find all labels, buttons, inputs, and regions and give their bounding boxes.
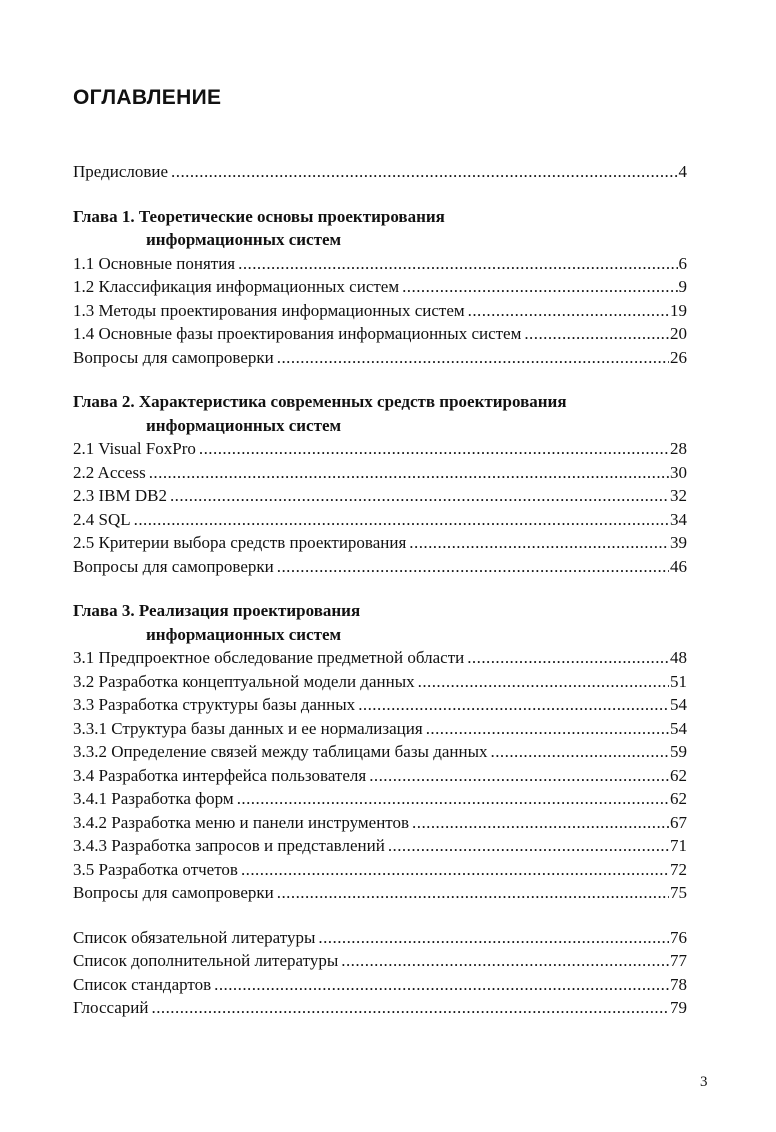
toc-entry-label: Вопросы для самопроверки xyxy=(73,556,274,576)
dot-leader xyxy=(491,740,669,764)
toc-entry-page: 54 xyxy=(670,718,687,738)
toc-entry[interactable] xyxy=(73,670,687,694)
toc-entry[interactable] xyxy=(73,787,687,811)
toc-entry[interactable] xyxy=(73,811,687,835)
toc-entry-page: 67 xyxy=(670,812,687,832)
dot-leader xyxy=(426,717,669,741)
dot-leader xyxy=(358,693,669,717)
page-number: 3 xyxy=(700,1074,708,1090)
toc-entry-label: 2.2 Access xyxy=(73,462,146,482)
toc-entry-label: 3.1 Предпроектное обследование предметной области xyxy=(73,648,465,667)
toc-entry-page: 62 xyxy=(670,789,687,808)
toc-entry-label: 2.5 Критерии выбора средств проектирования xyxy=(73,533,407,552)
toc-entry[interactable] xyxy=(73,346,687,370)
toc-entry-label: 1.4 Основные фазы проектирования информационных систем xyxy=(73,324,522,343)
toc-entry-page: 54 xyxy=(670,695,687,714)
toc-entry-label: Вопросы для самопроверки xyxy=(73,347,274,367)
chapter-2-heading[interactable] xyxy=(73,390,687,437)
toc-entry[interactable] xyxy=(73,437,687,461)
dot-leader xyxy=(341,949,669,973)
table-of-contents xyxy=(73,160,687,1020)
dot-leader xyxy=(468,299,669,323)
toc-entry-label: 3.5 Разработка отчетов xyxy=(73,859,238,879)
toc-entry[interactable] xyxy=(73,717,687,741)
chapter-1-heading[interactable] xyxy=(73,205,687,252)
toc-entry[interactable] xyxy=(73,508,687,532)
toc-entry-page: 71 xyxy=(670,836,687,855)
toc-entry-page: 51 xyxy=(670,671,687,691)
toc-entry-label: Список обязательной литературы xyxy=(73,927,316,947)
toc-entry[interactable] xyxy=(73,322,687,346)
toc-entry-label: 3.3 Разработка структуры базы данных xyxy=(73,695,356,714)
toc-entry[interactable] xyxy=(73,693,687,717)
toc-entry-label: 3.4.2 Разработка меню и панели инструментов xyxy=(73,812,410,832)
toc-entry[interactable] xyxy=(73,461,687,485)
toc-entry-page: 9 xyxy=(678,277,687,296)
toc-entry-label: Предисловие xyxy=(73,162,169,181)
chapter-heading-line1: Глава 2. Характеристика современных средств проектирования xyxy=(73,392,567,411)
toc-entry-page: 48 xyxy=(670,648,687,667)
toc-entry-label: Список стандартов xyxy=(73,974,212,994)
toc-entry-page: 26 xyxy=(670,347,687,367)
dot-leader xyxy=(369,764,669,788)
toc-entry-page: 34 xyxy=(670,509,687,529)
toc-entry[interactable] xyxy=(73,834,687,858)
toc-entry-page: 19 xyxy=(670,300,687,320)
toc-entry-back-matter[interactable] xyxy=(73,949,687,973)
toc-entry-page: 46 xyxy=(670,556,687,576)
toc-entry-label: 1.3 Методы проектирования информационных систем xyxy=(73,300,465,320)
toc-entry-page: 62 xyxy=(670,765,687,785)
chapter-3-heading[interactable] xyxy=(73,599,687,646)
toc-entry-label: 3.3.1 Структура базы данных и ее нормализация xyxy=(73,718,423,738)
toc-entry-label: 2.4 SQL xyxy=(73,509,131,529)
toc-entry-page: 75 xyxy=(670,883,687,902)
toc-entry-page: 77 xyxy=(670,951,687,970)
toc-entry[interactable] xyxy=(73,531,687,555)
toc-entry-page: 59 xyxy=(670,742,687,761)
dot-leader xyxy=(277,881,669,905)
chapter-heading-line1: Глава 3. Реализация проектирования xyxy=(73,601,361,620)
toc-entry[interactable] xyxy=(73,881,687,905)
toc-entry-label: Список дополнительной литературы xyxy=(73,951,339,970)
dot-leader xyxy=(318,926,669,950)
toc-entry-page: 30 xyxy=(670,462,687,482)
toc-entry-page: 28 xyxy=(670,439,687,458)
toc-entry-page: 39 xyxy=(670,533,687,552)
dot-leader xyxy=(418,670,669,694)
toc-entry-preface[interactable] xyxy=(73,160,687,184)
toc-entry-back-matter[interactable] xyxy=(73,996,687,1020)
toc-entry-page: 78 xyxy=(670,974,687,994)
toc-entry-label: 3.4.1 Разработка форм xyxy=(73,789,234,808)
toc-entry[interactable] xyxy=(73,299,687,323)
toc-entry-label: 1.1 Основные понятия xyxy=(73,253,236,273)
toc-entry-label: Вопросы для самопроверки xyxy=(73,883,274,902)
toc-entry-label: 3.4.3 Разработка запросов и представлений xyxy=(73,836,385,855)
dot-leader xyxy=(412,811,669,835)
dot-leader xyxy=(241,858,669,882)
dot-leader xyxy=(149,461,669,485)
page-title: ОГЛАВЛЕНИЕ xyxy=(73,86,222,109)
toc-entry-page: 79 xyxy=(670,998,687,1017)
toc-entry-page: 72 xyxy=(670,859,687,879)
dot-leader xyxy=(388,834,669,858)
toc-entry-page: 6 xyxy=(678,253,687,273)
toc-entry-back-matter[interactable] xyxy=(73,926,687,950)
dot-leader xyxy=(277,346,669,370)
dot-leader xyxy=(199,437,669,461)
dot-leader xyxy=(170,484,669,508)
dot-leader xyxy=(152,996,670,1020)
dot-leader xyxy=(467,646,669,670)
dot-leader xyxy=(277,555,669,579)
dot-leader xyxy=(524,322,669,346)
toc-entry[interactable] xyxy=(73,275,687,299)
dot-leader xyxy=(409,531,669,555)
dot-leader xyxy=(402,275,677,299)
toc-entry-page: 76 xyxy=(670,927,687,947)
dot-leader xyxy=(171,160,677,184)
dot-leader xyxy=(237,787,669,811)
toc-entry-label: 1.2 Классификация информационных систем xyxy=(73,277,400,296)
toc-entry[interactable] xyxy=(73,484,687,508)
toc-entry-label: 3.2 Разработка концептуальной модели данных xyxy=(73,671,415,691)
toc-entry-label: 3.4 Разработка интерфейса пользователя xyxy=(73,765,367,785)
dot-leader xyxy=(134,508,669,532)
toc-entry-page: 32 xyxy=(670,486,687,505)
chapter-heading-line2: информационных систем xyxy=(146,415,342,435)
toc-entry[interactable] xyxy=(73,764,687,788)
toc-entry[interactable] xyxy=(73,555,687,579)
toc-entry-back-matter[interactable] xyxy=(73,973,687,997)
toc-entry[interactable] xyxy=(73,252,687,276)
toc-entry-page: 4 xyxy=(678,162,687,181)
dot-leader xyxy=(238,252,677,276)
toc-entry-label: 2.1 Visual FoxPro xyxy=(73,439,196,458)
toc-entry-label: Глоссарий xyxy=(73,998,149,1017)
toc-entry-page: 20 xyxy=(670,324,687,343)
toc-entry-label: 3.3.2 Определение связей между таблицами базы данных xyxy=(73,742,488,761)
toc-entry[interactable] xyxy=(73,858,687,882)
chapter-heading-line2: информационных систем xyxy=(146,230,342,249)
chapter-heading-line1: Глава 1. Теоретические основы проектирования xyxy=(73,206,445,226)
toc-entry[interactable] xyxy=(73,646,687,670)
dot-leader xyxy=(214,973,669,997)
chapter-heading-line2: информационных систем xyxy=(146,624,342,644)
toc-entry-label: 2.3 IBM DB2 xyxy=(73,486,167,505)
toc-entry[interactable] xyxy=(73,740,687,764)
